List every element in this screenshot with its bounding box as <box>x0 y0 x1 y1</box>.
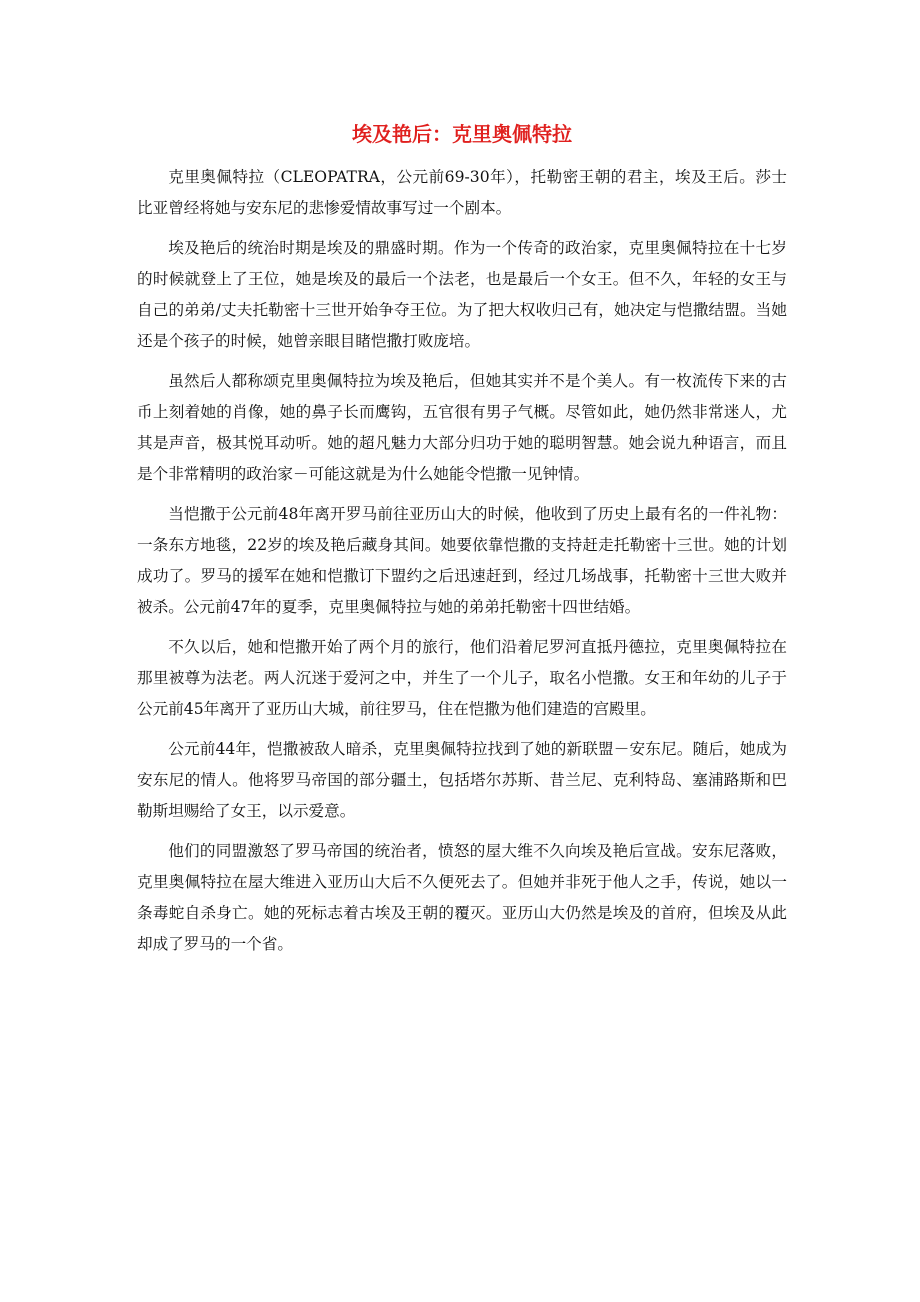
paragraph-4: 当恺撒于公元前48年离开罗马前往亚历山大的时候，他收到了历史上最有名的一件礼物：一条东方地毯，22岁的埃及艳后藏身其间。她要依靠恺撒的支持赶走托勒密十三世。她的计划成功了。罗马的援军在她和恺撒订下盟约之后迅速赶到，经过几场战事，托勒密十三世大败并被杀。公元前47年的夏季，克里奥佩特拉与她的弟弟托勒密十四世结婚。 <box>137 505 787 616</box>
paragraph-6: 公元前44年，恺撒被敌人暗杀，克里奥佩特拉找到了她的新联盟－安东尼。随后，她成为安东尼的情人。他将罗马帝国的部分疆土，包括塔尔苏斯、昔兰尼、克利特岛、塞浦路斯和巴勒斯坦赐给了女王，以示爱意。 <box>137 740 787 820</box>
paragraph-5: 不久以后，她和恺撒开始了两个月的旅行，他们沿着尼罗河直抵丹德拉，克里奥佩特拉在那里被尊为法老。两人沉迷于爱河之中，并生了一个儿子，取名小恺撒。女王和年幼的儿子于公元前45年离开了亚历山大城，前往罗马，住在恺撒为他们建造的宫殿里。 <box>137 638 787 718</box>
document-body <box>137 162 787 969</box>
paragraph-2: 埃及艳后的统治时期是埃及的鼎盛时期。作为一个传奇的政治家，克里奥佩特拉在十七岁的时候就登上了王位，她是埃及的最后一个法老，也是最后一个女王。但不久，年轻的女王与自己的弟弟/丈夫托勒密十三世开始争夺王位。为了把大权收归己有，她决定与恺撒结盟。当她还是个孩子的时候，她曾亲眼目睹恺撒打败庞培。 <box>137 239 787 350</box>
paragraph-7: 他们的同盟激怒了罗马帝国的统治者，愤怒的屋大维不久向埃及艳后宣战。安东尼落败，克里奥佩特拉在屋大维进入亚历山大后不久便死去了。但她并非死于他人之手，传说，她以一条毒蛇自杀身亡。她的死标志着古埃及王朝的覆灭。亚历山大仍然是埃及的首府，但埃及从此却成了罗马的一个省。 <box>137 842 787 953</box>
document-title: 埃及艳后：克里奥佩特拉 <box>352 122 572 146</box>
paragraph-3: 虽然后人都称颂克里奥佩特拉为埃及艳后，但她其实并不是个美人。有一枚流传下来的古币上刻着她的肖像，她的鼻子长而鹰钩，五官很有男子气概。尽管如此，她仍然非常迷人，尤其是声音，极其悦耳动听。她的超凡魅力大部分归功于她的聪明智慧。她会说九种语言，而且是个非常精明的政治家－可能这就是为什么她能令恺撒一见钟情。 <box>137 372 787 483</box>
paragraph-1: 克里奥佩特拉（CLEOPATRA，公元前69-30年），托勒密王朝的君主，埃及王后。莎士比亚曾经将她与安东尼的悲惨爱情故事写过一个剧本。 <box>137 168 787 217</box>
